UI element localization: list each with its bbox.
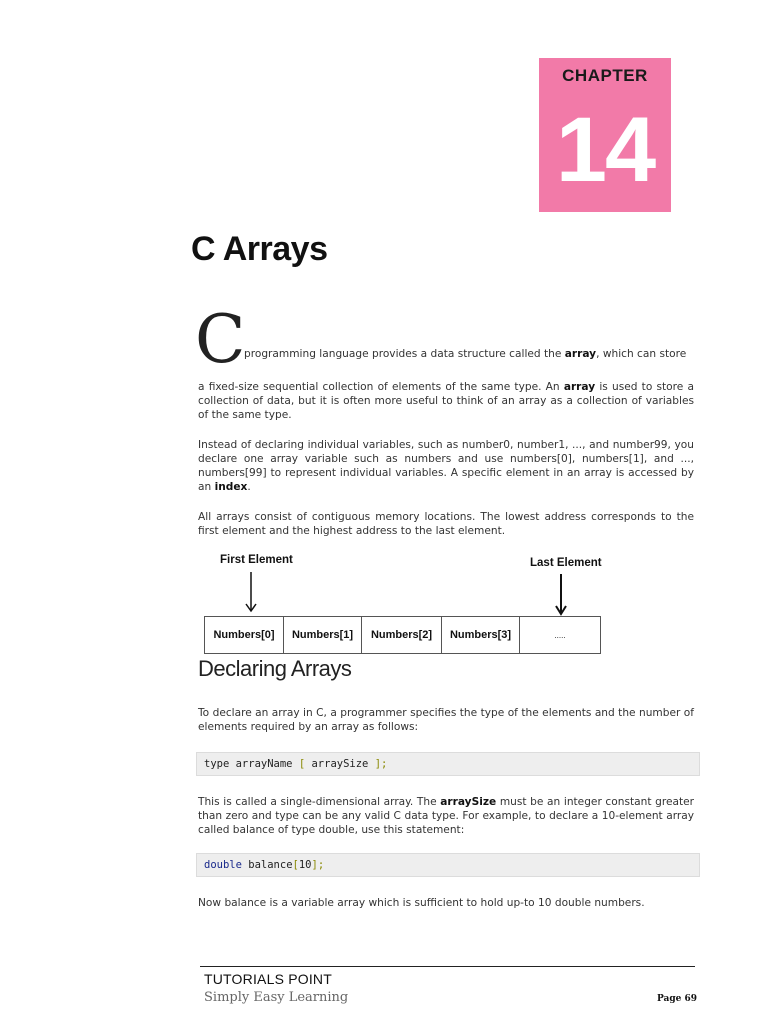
paragraph-2	[198, 438, 694, 494]
intro-paragraph-bold: array	[563, 381, 596, 393]
array-cells	[204, 616, 601, 654]
code-block-declaration	[196, 752, 700, 776]
chapter-label: CHAPTER	[562, 66, 648, 85]
chapter-number: 14	[555, 99, 655, 201]
footer-tagline: Simply Easy Learning	[204, 990, 349, 1005]
array-cell: Numbers[1]	[284, 617, 362, 653]
section-heading: Declaring Arrays	[198, 656, 352, 681]
drop-cap: C	[195, 301, 246, 378]
intro-line-1-text: programming language provides a data structure called the	[244, 348, 565, 360]
code-bracket: ];	[311, 859, 325, 871]
paragraph-2-tail: .	[247, 481, 251, 493]
last-element-label: Last Element	[530, 557, 602, 569]
code-bracket: [	[292, 859, 299, 871]
footer-divider	[200, 966, 695, 967]
code-keyword: double	[204, 859, 242, 871]
code-bracket: [	[298, 758, 306, 770]
section-paragraph-1: To declare an array in C, a programmer specifies the type of the elements and the number of elements required by an array as follows:	[198, 707, 694, 733]
paragraph-2-text: Instead of declaring individual variables, such as number0, number1, ..., and number99, you declare one array variable such as numbers and use numbers[0], numbers[1], and ..., numbers[99] to represent individual variables. A specific element in an array is accessed by an	[198, 439, 694, 493]
section-paragraph-3: Now balance is a variable array which is sufficient to hold up-to 10 double numbers.	[198, 897, 645, 909]
code-bracket: ];	[374, 758, 388, 770]
section-paragraph-2-text: This is called a single-dimensional array. The	[198, 796, 441, 808]
paragraph-2-bold: index	[214, 481, 248, 493]
code-block-example	[196, 853, 700, 877]
intro-line-1-bold: array	[564, 348, 597, 360]
intro-line-1	[244, 347, 694, 361]
last-element-arrow	[554, 574, 568, 616]
section-paragraph-2-tail: must be an integer constant greater than zero and type can be any valid C data type. For example, to declare a 10-element array called balance of type double, use this statement:	[198, 796, 694, 836]
section-paragraph-2	[198, 795, 694, 837]
section-paragraph-2-bold: arraySize	[440, 796, 497, 808]
page-number: Page 69	[657, 994, 698, 1004]
code-number: 10	[298, 859, 312, 871]
intro-paragraph-text: a fixed-size sequential collection of elements of the same type. An	[198, 381, 564, 393]
code-text: type arrayName	[204, 758, 299, 770]
intro-line-1-tail: , which can store	[596, 348, 687, 360]
intro-paragraph	[198, 380, 694, 422]
array-cell: Numbers[0]	[205, 617, 284, 653]
first-element-arrow	[244, 572, 258, 614]
code-text: balance	[241, 859, 293, 871]
intro-paragraph-tail: is used to store a collection of data, but it is often more useful to think of an array as a collection of variables of the same type.	[198, 381, 694, 421]
array-cell: Numbers[2]	[362, 617, 442, 653]
first-element-label: First Element	[220, 554, 293, 566]
array-cell: .....	[554, 630, 566, 640]
paragraph-3: All arrays consist of contiguous memory locations. The lowest address corresponds to the first element and the highest address to the last element.	[198, 511, 694, 537]
code-text: arraySize	[305, 758, 375, 770]
array-diagram	[204, 550, 604, 660]
chapter-badge	[539, 58, 671, 212]
array-cell: Numbers[3]	[442, 617, 520, 653]
page-title: C Arrays	[191, 230, 328, 268]
footer-brand: TUTORIALS POINT	[204, 971, 332, 987]
